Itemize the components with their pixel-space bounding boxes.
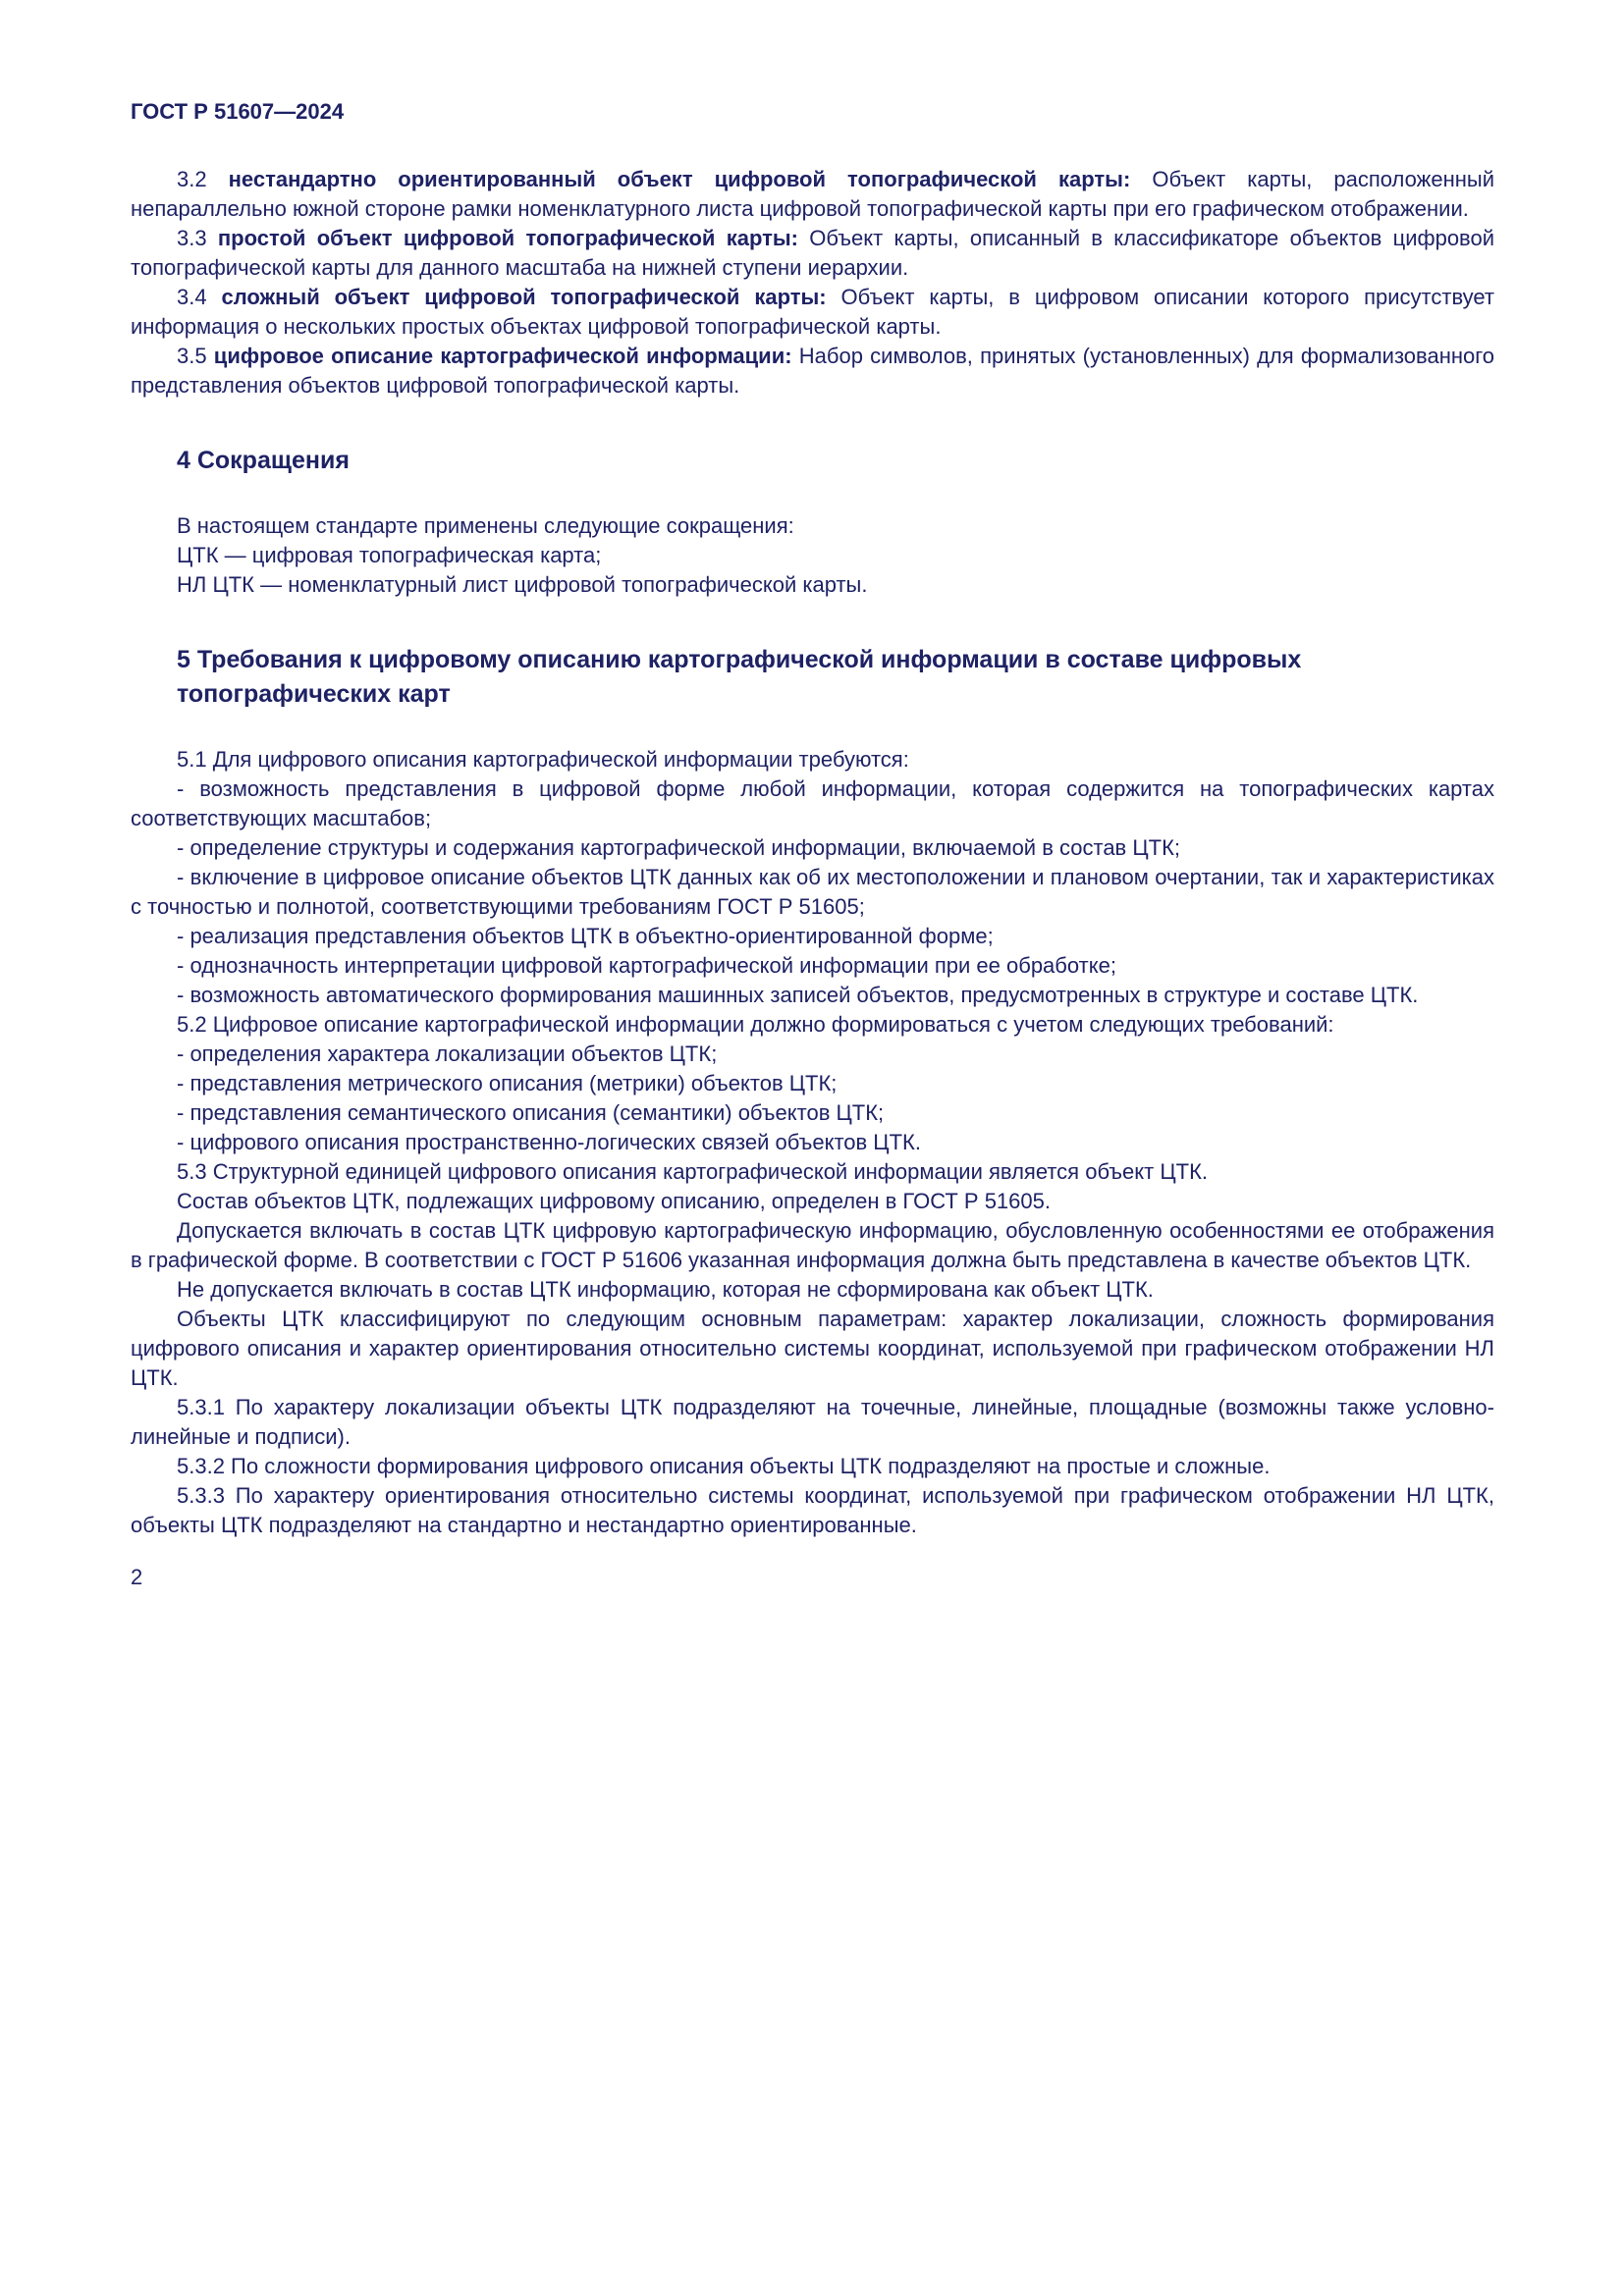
- paragraph: [131, 283, 1494, 342]
- body-text: Объект карты, расположенный непараллельно южной стороне рамки номенклатурного листа цифровой топографической карты при его графическом отображении.: [131, 167, 1494, 221]
- section-heading: [177, 643, 1494, 712]
- body-text: 5.2 Цифровое описание картографической информации должно формироваться с учетом следующих требований:: [177, 1012, 1334, 1037]
- paragraph: [131, 1040, 1494, 1069]
- paragraph: [131, 224, 1494, 283]
- body-text: Объект карты, описанный в классификаторе объектов цифровой топографической карты для данного масштаба на нижней ступени иерархии.: [131, 226, 1495, 280]
- paragraph: [131, 1216, 1494, 1275]
- body-text: Объекты ЦТК классифицируют по следующим основным параметрам: характер локализации, сложность формирования цифрового описания и характер ориентирования относительно системы координат, используемой при графическом отображении НЛ ЦТК.: [131, 1307, 1494, 1390]
- body-text: - цифрового описания пространственно-логических связей объектов ЦТК.: [177, 1130, 921, 1154]
- paragraph: [131, 1128, 1494, 1157]
- body-text: 3.2: [177, 167, 229, 191]
- paragraph: [131, 342, 1494, 400]
- body-text: 3.4: [177, 285, 222, 309]
- body-text: 5.3.3 По характеру ориентирования относительно системы координат, используемой при графическом отображении НЛ ЦТК, объекты ЦТК подразделяют на стандартно и нестандартно ориентированные.: [131, 1483, 1494, 1537]
- term-bold-text: простой объект цифровой топографической карты:: [217, 226, 810, 250]
- paragraph: [131, 165, 1494, 224]
- page-number: 2: [131, 1565, 143, 1589]
- body-text: - включение в цифровое описание объектов ЦТК данных как об их местоположении и плановом очертании, так и характеристиках с точностью и полнотой, соответствующими требованиям ГОСТ Р 51605;: [131, 865, 1494, 919]
- body-text: - возможность автоматического формирования машинных записей объектов, предусмотренных в структуре и составе ЦТК.: [177, 983, 1419, 1007]
- document-body: [131, 165, 1494, 1540]
- paragraph: [131, 922, 1494, 951]
- body-text: - определения характера локализации объектов ЦТК;: [177, 1041, 718, 1066]
- term-bold-text: цифровое описание картографической информации:: [213, 344, 799, 368]
- body-text: 5.3.1 По характеру локализации объекты ЦТК подразделяют на точечные, линейные, площадные (возможны также условно-линейные и подписи).: [131, 1395, 1494, 1449]
- paragraph: [131, 1098, 1494, 1128]
- paragraph: [131, 1452, 1494, 1481]
- body-text: - однозначность интерпретации цифровой картографической информации при ее обработке;: [177, 953, 1116, 978]
- body-text: - реализация представления объектов ЦТК в объектно-ориентированной форме;: [177, 924, 994, 948]
- body-text: Объект карты, в цифровом описании которого присутствует информация о нескольких простых объектах цифровой топографической карты.: [131, 285, 1494, 339]
- paragraph: [131, 833, 1494, 863]
- body-text: Набор символов, принятых (установленных) для формализованного представления объектов цифровой топографической карты.: [131, 344, 1494, 398]
- term-bold-text: сложный объект цифровой топографической карты:: [221, 285, 841, 309]
- document-header: ГОСТ Р 51607—2024: [131, 99, 345, 124]
- body-text: Не допускается включать в состав ЦТК информацию, которая не сформирована как объект ЦТК.: [177, 1277, 1154, 1302]
- paragraph: [131, 774, 1494, 833]
- paragraph: [131, 981, 1494, 1010]
- paragraph: [131, 511, 1494, 541]
- paragraph: [131, 1187, 1494, 1216]
- body-text: НЛ ЦТК — номенклатурный лист цифровой топографической карты.: [177, 572, 868, 597]
- paragraph: [131, 1157, 1494, 1187]
- body-text: ЦТК — цифровая топографическая карта;: [177, 543, 602, 567]
- body-text: 5.3.2 По сложности формирования цифрового описания объекты ЦТК подразделяют на простые и сложные.: [177, 1454, 1271, 1478]
- paragraph: [131, 1481, 1494, 1540]
- paragraph: [131, 1010, 1494, 1040]
- paragraph: [131, 863, 1494, 922]
- body-text: 5.3 Структурной единицей цифрового описания картографической информации является объект ЦТК.: [177, 1159, 1208, 1184]
- body-text: - представления метрического описания (метрики) объектов ЦТК;: [177, 1071, 838, 1095]
- section-heading: [177, 444, 1494, 478]
- body-text: - представления семантического описания (семантики) объектов ЦТК;: [177, 1100, 885, 1125]
- paragraph: [131, 1305, 1494, 1393]
- body-text: 5.1 Для цифрового описания картографической информации требуются:: [177, 747, 909, 772]
- paragraph: [131, 951, 1494, 981]
- paragraph: [131, 1275, 1494, 1305]
- body-text: - определение структуры и содержания картографической информации, включаемой в состав ЦТК;: [177, 835, 1180, 860]
- body-text: Состав объектов ЦТК, подлежащих цифровому описанию, определен в ГОСТ Р 51605.: [177, 1189, 1051, 1213]
- body-text: - возможность представления в цифровой форме любой информации, которая содержится на топографических картах соответствующих масштабов;: [131, 776, 1494, 830]
- term-bold-text: 4 Сокращения: [177, 447, 350, 474]
- term-bold-text: 5 Требования к цифровому описанию картографической информации в составе цифровых топографических карт: [177, 646, 1302, 708]
- body-text: 3.3: [177, 226, 218, 250]
- term-bold-text: нестандартно ориентированный объект цифровой топографической карты:: [228, 167, 1153, 191]
- paragraph: [131, 1393, 1494, 1452]
- body-text: 3.5: [177, 344, 214, 368]
- body-text: Допускается включать в состав ЦТК цифровую картографическую информацию, обусловленную особенностями ее отображения в графической форме. В соответствии с ГОСТ Р 51606 указанная информация должна быть представлена в качестве объектов ЦТК.: [131, 1218, 1494, 1272]
- body-text: В настоящем стандарте применены следующие сокращения:: [177, 513, 794, 538]
- paragraph: [131, 541, 1494, 570]
- paragraph: [131, 1069, 1494, 1098]
- paragraph: [131, 570, 1494, 600]
- paragraph: [131, 745, 1494, 774]
